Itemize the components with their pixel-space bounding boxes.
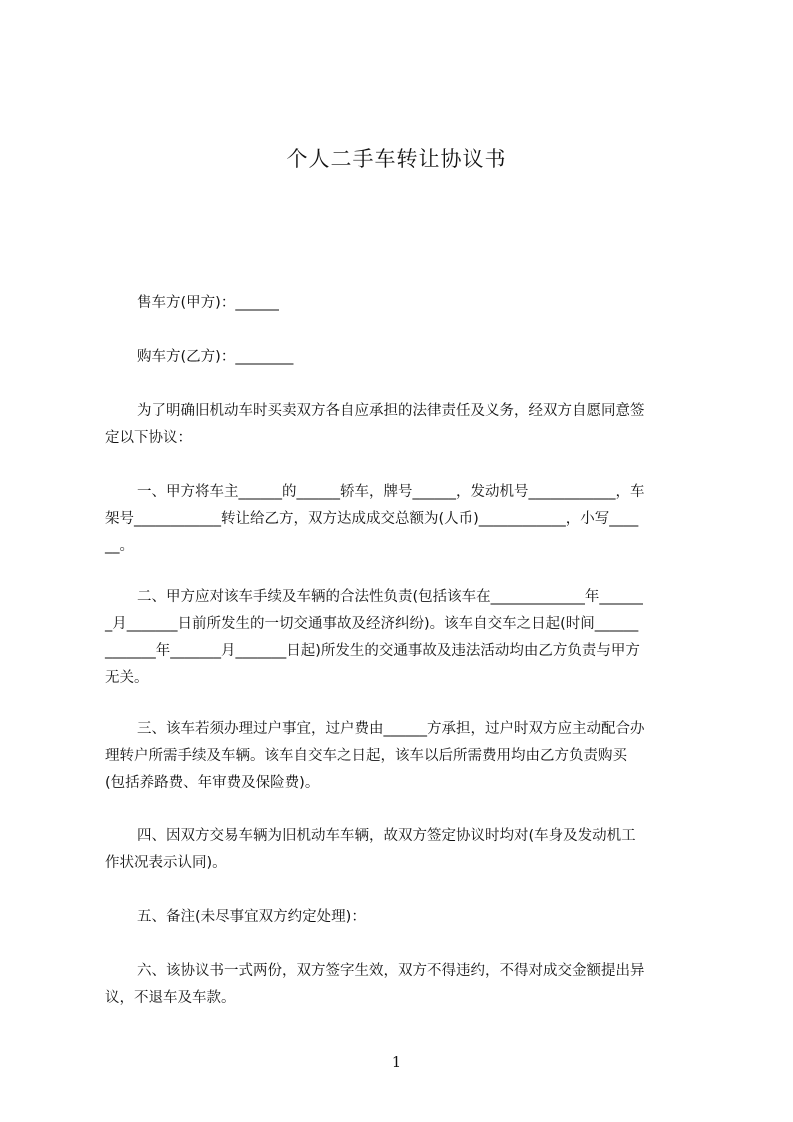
buyer-line: 购车方(乙方)：________ (137, 349, 294, 365)
clause-6-line-2: 议，不退车及车款。 (105, 990, 236, 1006)
preamble-line-1: 为了明确旧机动车时买卖双方各自应承担的法律责任及义务，经双方自愿同意签 (137, 403, 645, 419)
clause-6-line-1: 六、该协议书一式两份，双方签字生效，双方不得违约，不得对成交金额提出异 (137, 963, 645, 979)
clause-1-line-1: 一、甲方将车主______的______轿车，牌号______，发动机号____________，车 (137, 484, 645, 500)
clause-2-line-1: 二、甲方应对该车手续及车辆的合法性负责(包括该车在_____________年______ (137, 589, 643, 605)
clause-5-line-1: 五、备注(未尽事宜双方约定处理)： (137, 909, 366, 925)
clause-2-line-4: 无关。 (105, 670, 149, 686)
document-title: 个人二手车转让协议书 (286, 147, 507, 171)
clause-4-line-1: 四、因双方交易车辆为旧机动车车辆，故双方签定协议时均对(车身及发动机工 (137, 828, 636, 844)
seller-line: 售车方(甲方)：______ (137, 295, 279, 311)
page-number: 1 (391, 1055, 402, 1071)
clause-1-line-2: 架号____________转让给乙方，双方达成成交总额为(人币)____________，小写____ (105, 511, 639, 527)
clause-2-line-3: _______年_______月_______日起)所发生的交通事故及违法活动均由乙方负责与甲方 (105, 643, 640, 659)
clause-3-line-3: (包括养路费、年审费及保险费)。 (105, 775, 320, 791)
preamble-line-2: 定以下协议： (105, 430, 192, 446)
clause-1-line-3: __。 (105, 538, 134, 554)
clause-2-line-2: _月_______日前所发生的一切交通事故及经济纠纷)。该车自交车之日起(时间______ (105, 616, 639, 632)
clause-3-line-1: 三、该车若须办理过户事宜，过户费由______方承担，过户时双方应主动配合办 (137, 721, 645, 737)
clause-4-line-2: 作状况表示认同)。 (105, 855, 227, 871)
clause-3-line-2: 理转户所需手续及车辆。该车自交车之日起，该车以后所需费用均由乙方负责购买 (105, 748, 627, 764)
